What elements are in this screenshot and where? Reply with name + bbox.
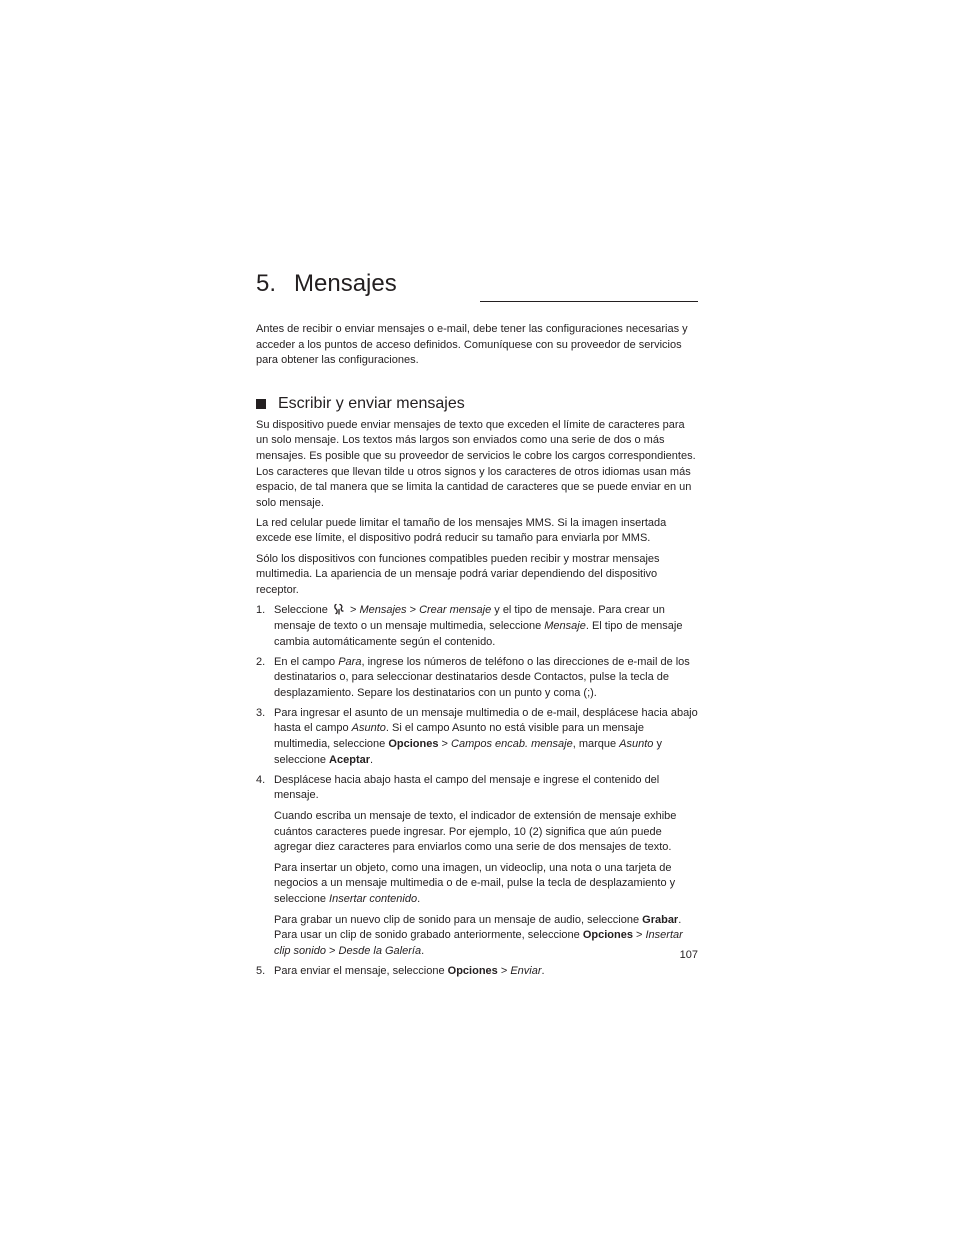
- chapter-title: [256, 268, 397, 300]
- softkey-opciones: Opciones: [447, 964, 498, 977]
- field-asunto: Asunto: [351, 722, 386, 735]
- step-text: y el tipo de mensaje. Para crear un mensaje de texto o un mensaje multimedia, seleccione: [274, 604, 665, 632]
- option-enviar: Enviar: [510, 964, 542, 977]
- step-text: . El tipo de mensaje cambia automáticamente según el contenido.: [274, 619, 683, 648]
- step-4-note: [274, 913, 698, 929]
- steps-list: [256, 603, 698, 979]
- option-asunto: Asunto: [619, 738, 654, 751]
- menu-path-galeria: Desde la Galería: [338, 944, 422, 957]
- menu-path-crear-mensaje: Crear mensaje: [419, 604, 492, 617]
- step-text: Para insertar un objeto, como una imagen, un videoclip, una nota o una tarjeta de negocios a un mensaje multimedia o de e-mail, pulse la tecla de desplazamiento y seleccione: [274, 861, 676, 905]
- step-text: >: [438, 738, 452, 751]
- step-4-note: Cuando escriba un mensaje de texto, el indicador de extensión de mensaje exhibe cuántos caracteres puede ingresar. Por ejemplo, 10 (2) significa que aún puede agregar diez caracteres para enviarlos como una serie de dos mensajes de texto.: [274, 809, 677, 854]
- step-text: .: [421, 944, 425, 957]
- step-text: Seleccione: [274, 604, 328, 617]
- step-text: , marque: [572, 738, 620, 751]
- step-text: .: [541, 964, 545, 977]
- section-paragraph: Sólo los dispositivos con funciones compatibles pueden recibir y mostrar mensajes multimedia. La apariencia de un mensaje podrá variar dependiendo del dispositivo receptor.: [256, 552, 660, 596]
- softkey-opciones: Opciones: [582, 929, 633, 942]
- field-para: Para: [338, 655, 362, 668]
- step-text: .: [370, 753, 374, 766]
- menu-path-insertar-clip: Insertar clip sonido: [274, 929, 683, 957]
- step-4-note: [274, 861, 698, 908]
- option-mensaje: Mensaje: [544, 619, 586, 632]
- square-bullet-icon: [256, 399, 266, 409]
- section-paragraph: La red celular puede limitar el tamaño de los mensajes MMS. Si la imagen insertada excede ese límite, el dispositivo podrá reducir su tamaño para enviarla por MMS.: [256, 516, 667, 545]
- section-paragraph: Su dispositivo puede enviar mensajes de texto que exceden el límite de caracteres para un solo mensaje. Los textos más largos son enviados como una serie de dos o más mensajes. Es posible que su proveedor de servicios le cobre los cargos correspondientes. Los caracteres que llevan tilde u otros signos y los caracteres de otros idiomas usan más espacio, de tal manera que se limita la cantidad de caracteres que se puede enviar en un solo mensaje.: [256, 418, 696, 509]
- step-text: >: [406, 604, 420, 617]
- step-1: [256, 603, 698, 650]
- step-text: , ingrese los números de teléfono o las direcciones de e-mail de los destinatarios o, para seleccionar destinatarios desde Contactos, pulse la tecla de desplazamiento. Separe los destinatarios con un punto y coma (;).: [274, 655, 690, 699]
- step-text: >: [346, 604, 360, 617]
- menu-path-campos: Campos encab. mensaje: [451, 738, 573, 751]
- step-4-note: [274, 928, 698, 959]
- softkey-opciones: Opciones: [388, 738, 439, 751]
- step-text: Para grabar un nuevo clip de sonido para un mensaje de audio, seleccione: [274, 913, 643, 926]
- softkey-aceptar: Aceptar: [329, 753, 371, 766]
- menu-path-mensajes: Mensajes: [359, 604, 407, 617]
- section-heading: [256, 394, 698, 414]
- page-number: 107: [679, 949, 698, 961]
- chapter-number: 5.: [256, 270, 277, 297]
- step-text: .: [678, 913, 682, 926]
- section-body: [256, 418, 698, 599]
- step-text: .: [417, 892, 421, 905]
- step-text: >: [497, 964, 511, 977]
- step-text: >: [325, 944, 339, 957]
- page-content: [256, 268, 698, 979]
- step-text: Para enviar el mensaje, seleccione: [274, 964, 448, 977]
- step-3: [256, 706, 698, 768]
- intro-paragraph: Antes de recibir o enviar mensajes o e-mail, debe tener las configuraciones necesarias y acceder a los puntos de acceso definidos. Comuníquese con su proveedor de servicios para obtener las configuraciones.: [256, 323, 688, 367]
- chapter-title-text: Mensajes: [294, 270, 397, 297]
- step-text: >: [632, 929, 646, 942]
- step-4: [256, 773, 698, 960]
- step-number: 5.: [256, 964, 266, 977]
- step-text: . Si el campo Asunto no está visible para un mensaje multimedia, seleccione: [274, 722, 644, 751]
- step-number: 4.: [256, 773, 266, 786]
- step-number: 3.: [256, 706, 266, 719]
- step-text: En el campo: [274, 655, 339, 668]
- chapter-rule: [480, 301, 698, 302]
- step-text: Desplácese hacia abajo hasta el campo del mensaje e ingrese el contenido del mensaje.: [274, 773, 660, 802]
- step-5: [256, 964, 698, 980]
- section-heading-text: Escribir y enviar mensajes: [278, 394, 465, 412]
- step-text: Para ingresar el asunto de un mensaje multimedia o de e-mail, desplácese hacia abajo hasta el campo: [274, 706, 698, 735]
- step-2: [256, 655, 698, 702]
- chapter-header: [256, 268, 698, 304]
- softkey-grabar: Grabar: [642, 913, 679, 926]
- step-text: y seleccione: [274, 738, 662, 766]
- step-text: Para usar un clip de sonido grabado anteriormente, seleccione: [274, 929, 583, 942]
- menu-key-icon: [333, 603, 345, 615]
- step-number: 2.: [256, 655, 266, 668]
- step-number: 1.: [256, 604, 266, 617]
- option-insertar-contenido: Insertar contenido: [329, 892, 418, 905]
